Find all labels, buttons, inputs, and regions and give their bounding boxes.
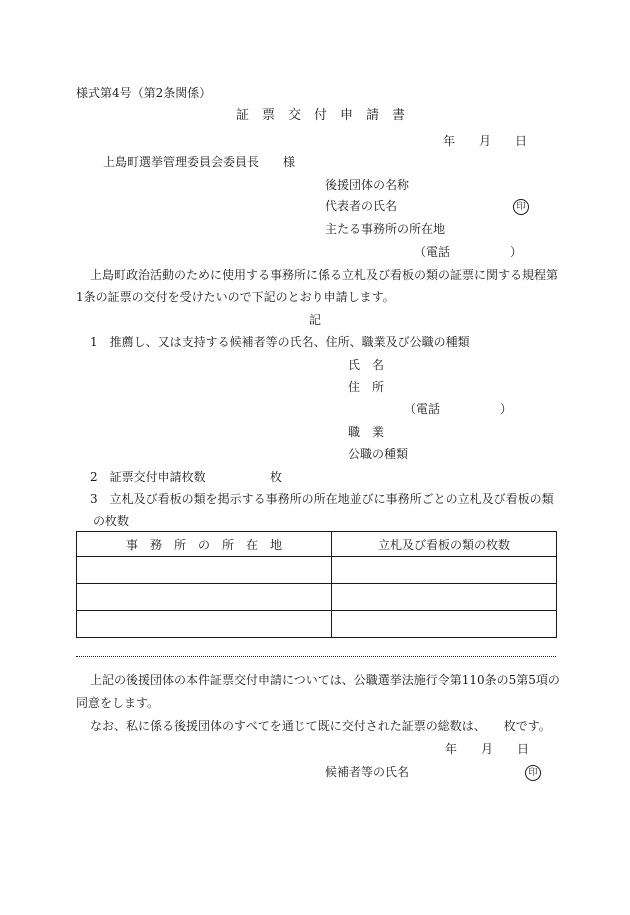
table-cell: [332, 557, 557, 584]
item-3-line-2: の枚数: [93, 514, 130, 528]
candidate-office-type-label: 公職の種類: [348, 447, 409, 461]
item-3-line-1: 3 立札及び看板の類を掲示する事務所の所在地並びに事務所ごとの立札及び看板の類: [90, 492, 554, 506]
dotted-divider: [76, 656, 556, 657]
item-1-text: 1 推薦し、又は支持する候補者等の氏名、住所、職業及び公職の種類: [90, 335, 470, 349]
table-cell: [77, 584, 332, 611]
addressee: 上島町選挙管理委員会委員長 様: [103, 155, 296, 169]
table-cell: [332, 611, 557, 638]
group-name-label: 後援団体の名称: [325, 178, 410, 192]
table-cell: [77, 557, 332, 584]
consent-line-3: なお、私に係る後援団体のすべてを通じて既に交付された証票の総数は、 枚です。: [90, 719, 551, 733]
table-cell: [77, 611, 332, 638]
table-header-address: 事 務 所 の 所 在 地: [77, 532, 332, 557]
item-2-text: 2 証票交付申請枚数: [90, 470, 206, 484]
table-header-count: 立札及び看板の類の枚数: [332, 532, 557, 557]
date-line: 年 月 日: [443, 134, 528, 148]
ki-heading: 記: [309, 313, 322, 327]
form-number: 様式第4号（第2条関係）: [76, 86, 212, 100]
item-2-unit: 枚: [270, 470, 283, 484]
candidate-name-label: 氏 名: [348, 358, 385, 372]
body-line-1: 上島町政治活動のために使用する事務所に係る立札及び看板の類の証票に関する規程第: [90, 268, 559, 282]
consent-line-1: 上記の後援団体の本件証票交付申請については、公職選挙法施行令第110条の5第5項の: [90, 673, 560, 687]
body-line-2: 1条の証票の交付を受けたいので下記のとおり申請します。: [76, 290, 395, 304]
table-row: [77, 584, 557, 611]
candidate-occupation-label: 職 業: [348, 425, 385, 439]
seal-icon: 印: [513, 199, 529, 215]
representative-label: 代表者の氏名: [325, 199, 398, 213]
candidate-signature-label: 候補者等の氏名: [325, 765, 410, 779]
candidate-address-label: 住 所: [348, 380, 385, 394]
table-row: [77, 611, 557, 638]
office-address-label: 主たる事務所の所在地: [325, 222, 446, 236]
table-row: [77, 557, 557, 584]
office-table: [76, 531, 557, 638]
table-cell: [332, 584, 557, 611]
candidate-seal-icon: 印: [525, 765, 541, 781]
page-title: 証 票 交 付 申 請 書: [236, 108, 406, 123]
table-header-row: [77, 532, 557, 557]
applicant-phone: （電話 ）: [414, 245, 523, 259]
consent-line-2: 同意をします。: [76, 696, 160, 710]
consent-date-line: 年 月 日: [445, 742, 530, 756]
candidate-phone: （電話 ）: [404, 402, 513, 416]
